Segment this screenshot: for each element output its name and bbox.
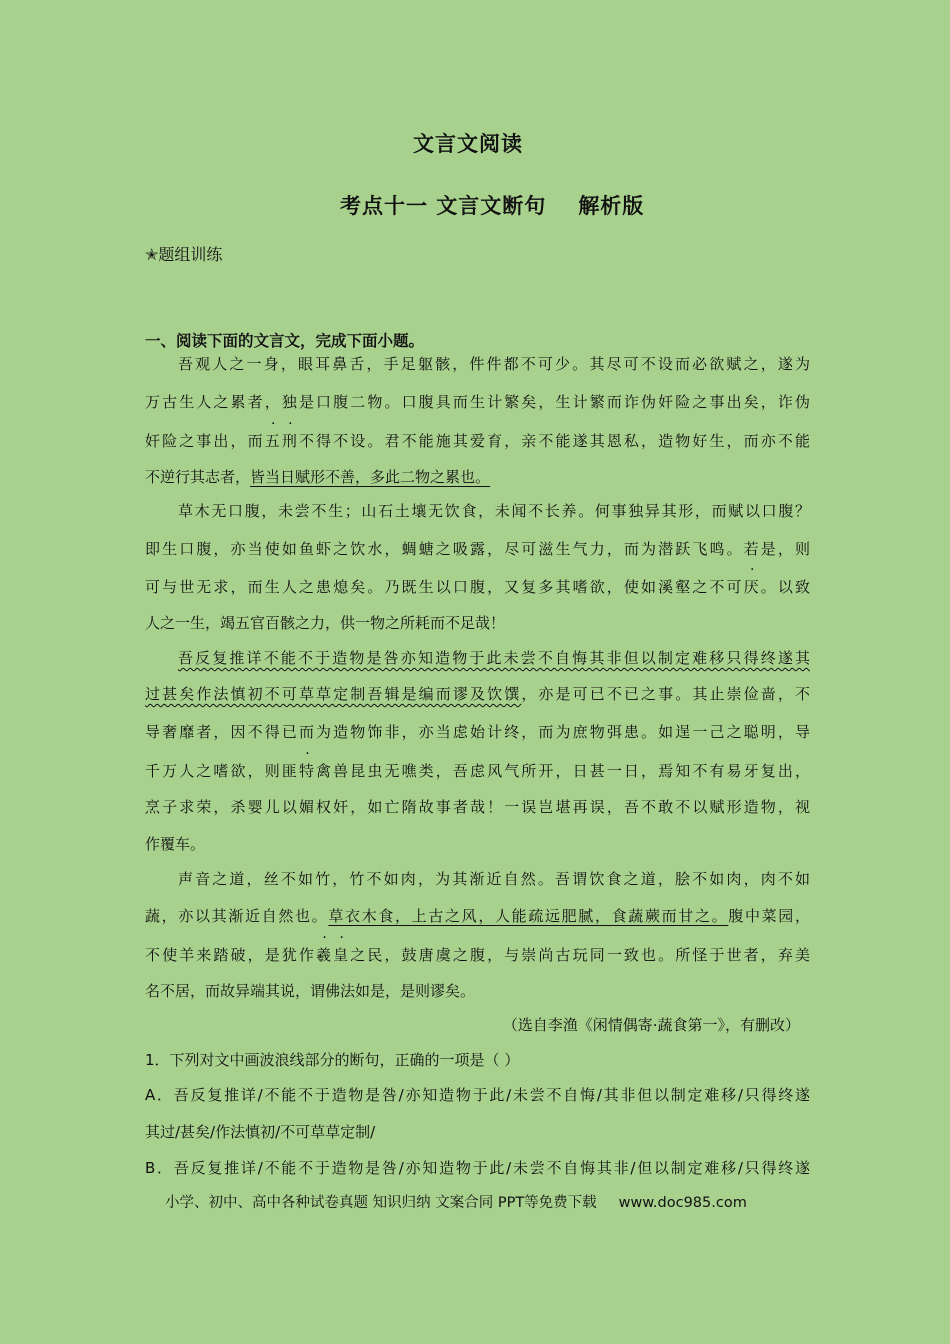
emphasis-char: 刑: [281, 432, 299, 450]
passage-line: [145, 906, 810, 926]
passage-line: 即生口腹，亦当使如鱼虾之饮水，蜩螗之吸露，尽可滋生气力，而为潜跃飞鸣。若是，则: [145, 540, 810, 558]
document-title: 文言文阅读: [413, 132, 523, 156]
passage-line: 万古生人之累者，独是口腹二物。口腹具而生计繁矣，生计繁而诈伪奸险之事出矣，诈伪: [145, 393, 810, 411]
wavy-underlined-text: 吾反复推详不能不于造物是咎亦知造物于此未尝不自悔其非但以制定难移只得终遂其: [178, 649, 810, 667]
emphasis-char: 厌: [743, 578, 761, 596]
subtitle-version: 解析版: [578, 194, 645, 218]
text-run: 腹中菜园，: [728, 907, 810, 925]
passage-line: 烹子求荣，杀婴儿以媚权奸，如亡隋故事者哉！一误岂堪再误，吾不敢不以赋形造物，视: [145, 798, 810, 816]
option-b-line: B．吾反复推详/不能不于造物是咎/亦知造物于此/未尝不自悔其非/但以制定难移/只得终遂: [145, 1159, 810, 1177]
passage-line: [145, 945, 810, 965]
text-run: 奸险之事出，而: [145, 432, 265, 450]
passage-line: 人之一生，竭五官百骸之力，供一物之所耗而不足哉！: [145, 614, 506, 632]
option-a-line: A．吾反复推详/不能不于造物是咎/亦知造物于此/未尝不自悔/其非但以制定难移/只得终遂: [145, 1086, 810, 1104]
question-heading: 一、阅读下面的文言文，完成下面小题。: [145, 332, 425, 350]
footer-text: 小学、初中、高中各种试卷真题 知识归纳 文案合同 PPT等免费下载: [165, 1195, 597, 1211]
emphasis-char: 羲: [316, 946, 334, 964]
subtitle-topic: 考点十一 文言文断句: [340, 194, 547, 218]
passage-line: [178, 648, 810, 668]
question-stem: 1．下列对文中画波浪线部分的断句，正确的一项是（ ）: [145, 1051, 520, 1069]
passage-line: 名不居，而故异端其说，谓佛法如是，是则谬矣。: [145, 982, 476, 1000]
underlined-sentence: 草衣木食，上古之风，人能疏远肥腻，食蔬蕨而甘之。: [328, 907, 729, 925]
document-subtitle: [340, 190, 644, 220]
text-run: 不得不设。君不能施其爱育，亲不能遂其恩私，造物好生，而亦不能: [298, 432, 810, 450]
section-tag: ✭题组训练: [145, 245, 223, 264]
passage-line: [145, 577, 810, 597]
text-run: 蔬，亦以其渐近自然也。: [145, 907, 329, 925]
text-run: 千万人之嗜欲，则匪: [145, 762, 299, 780]
passage-line: 声音之道，丝不如竹，竹不如肉，为其渐近自然。吾谓饮食之道，脍不如肉，肉不如: [178, 870, 810, 888]
text-run: 不使羊来踏破，是犹作: [145, 946, 317, 964]
passage-line: 吾观人之一身，眼耳鼻舌，手足躯骸，件件都不可少。其尽可不设而必欲赋之，遂为: [178, 355, 810, 373]
passage-line: 作覆车。: [145, 835, 206, 853]
emphasis-char: 特: [298, 762, 317, 780]
passage-line: [145, 684, 810, 704]
emphasis-char: 五: [264, 432, 282, 450]
passage-line: 草木无口腹，未尝不生；山石土壤无饮食，未闻不长养。何事独异其形，而赋以口腹？: [178, 502, 810, 520]
page-footer: [165, 1191, 747, 1212]
passage-source: （选自李渔《闲情偶寄·蔬食第一》，有删改）: [502, 1016, 800, 1034]
wavy-underlined-text: 过甚矣作法慎初不可草草定制吾辑是编而谬及饮馔: [145, 685, 522, 703]
text-run: 可与世无求，而生人之患熄矣。乃既生以口腹，又复多其嗜欲，使如溪壑之不可: [145, 578, 744, 596]
passage-line: 导奢靡者，因不得已而为造物饰非，亦当虑始计终，而为庶物弭患。如逞一己之聪明，导: [145, 723, 810, 741]
emphasis-char: 皇: [333, 946, 351, 964]
passage-line: [145, 467, 810, 487]
footer-url[interactable]: www.doc985.com: [618, 1195, 747, 1211]
text-run: 不逆行其志者，: [145, 468, 251, 486]
passage-line: [145, 431, 810, 451]
option-a-line: 其过/甚矣/作法慎初/不可草草定制/: [145, 1123, 376, 1141]
text-run: ，亦是可已不已之事。其止崇俭啬，不: [521, 685, 810, 703]
text-run: 之民，鼓唐虞之腹，与崇尚古玩同一致也。所怪于世者，弃美: [350, 946, 810, 964]
underlined-sentence: 皆当日赋形不善，多此二物之累也。: [250, 468, 491, 486]
text-run: 禽兽昆虫无噍类，吾虑风气所开，日甚一日，焉知不有易牙复出，: [316, 762, 810, 780]
passage-line: [145, 761, 810, 781]
text-run: 。以致: [760, 578, 810, 596]
